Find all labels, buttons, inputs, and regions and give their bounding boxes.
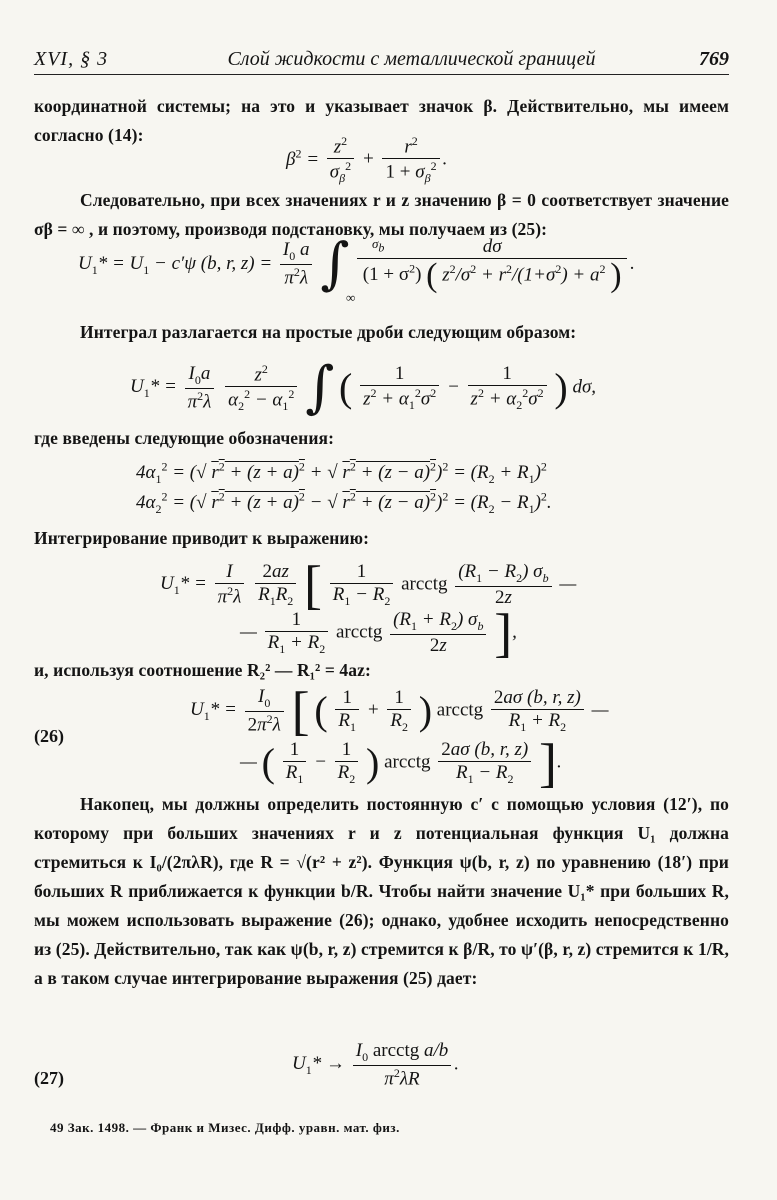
paragraph-1: координатной системы; на это и указывает значок β. Действительно, мы имеем согласно (14): (34, 96, 729, 145)
paragraph-6: и, используя соотношение R₂² — R₁² = 4az: (34, 660, 371, 680)
paragraph-7: Накопец, мы должны определить постоянную c′ с помощью условия (12′), по которому при больших значениях r и z потенциальная функция U₁ должна стремиться к I₀/(2πλR), где R = √(r² + z²). Функция ψ(b, r, z) по уравнению (18′) при больших R приближается к функции b/R. Чтобы найти значение U₁* при больших R, мы можем использовать выражение (26); однако, удобнее исходить непосредственно из (25). Действительно, так как ψ(b, r, z) стремится к β/R, то ψ′(β, r, z) стремится к 1/R, а в таком случае интегрирование выражения (25) дает: (34, 794, 729, 988)
equation-alpha1: $4\alpha_1^2$ = (√ $r^2 + (z + a)^2$ + √ $r^2 + (z - a)^2)^2 = (R_2 + R_1)^2$ (136, 460, 547, 487)
chapter-title: Слой жидкости с металлической границей (227, 48, 596, 70)
equation-integration: $U_1*$ = $\frac{I}{\pi^2\lambda}$ $\frac{2az}{R_1R_2}$ [ $\frac{1}{R_1 - R_2}$ arcctg $\frac{(R_1 - R_2) \sigma_b}{2z}$ — (160, 555, 577, 615)
paragraph-5: Интегрирование приводит к выражению: (34, 528, 370, 548)
equation-partial-fractions: $U_1*$ = $\frac{I_0a}{\pi^2\lambda}$ $\frac{z^2}{\alpha_2^2 - \alpha_1^2}$ ∫ ( $\frac{1}{z^2 + \alpha_1^2\sigma^2}$ − $\frac{1}{z^2 + \alpha_2^2\sigma^2}$ ) dσ, (130, 355, 597, 420)
equation-26: $U_1*$ = $\frac{I_0}{2\pi^2\lambda}$ [ ( $\frac{1}{R_1}$ + $\frac{1}{R_2}$ ) arcctg $\frac{2a\sigma (b, r, z)}{R_1 + R_2}$ — (190, 681, 609, 741)
equation-number-27: (27) (34, 1068, 64, 1088)
paragraph-2: Следовательно, при всех значениях r и z значению β = 0 соответствует значение σβ = ∞ , и поэтому, производя подстановку, мы получаем из (25): (34, 190, 729, 239)
footer-imprint: 49 Зак. 1498. — Франк и Мизес. Дифф. уравн. мат. физ. (50, 1120, 400, 1135)
equation-alpha2: $4\alpha_2^2$ = (√ $r^2 + (z + a)^2$ − √ $r^2 + (z - a)^2)^2 = (R_2 - R_1)^2$. (136, 490, 552, 517)
equation-beta: $\beta^2$ = $\frac{z^2}{\sigma_\beta^2}$ + $\frac{r^2}{1 + \sigma_\beta^2}$ . (286, 134, 448, 186)
running-header (34, 44, 729, 75)
paragraph-3: Интеграл разлагается на простые дроби следующим образом: (80, 322, 577, 342)
equation-27: $U_1*$ → $\frac{I_0 arcctg a/b}{\pi^2\lambda R}$ . (292, 1040, 459, 1090)
page-number: 769 (699, 48, 729, 70)
equation-u1-integral: $U_1* = U_1 - c'\psi$ (b, r, z) = $\frac{I_0 a}{\pi^2\lambda}$ ∫ $\frac{d\sigma}{(1 + \sigma^2) ( z^2/\sigma^2 + r^2/(1+\sigma^2) + a^2 )}$ . (78, 231, 635, 297)
paragraph-4: где введены следующие обозначения: (34, 428, 335, 448)
book-page: XVI, § 3 Слой жидкости с металлической границей 769 координатной системы; на это и указывает значок β. Действительно, мы имеем согласно (14): $\beta^2$ = $\frac{z^2}{\sigma_\beta^2}$ + $\frac{r^2}{1 + \sigma_\beta^2}$ . Следовательно, при всех значениях r и z значению β = 0 соответствует значение σβ = ∞ , и поэтому, производя подстановку, мы получаем из (25): $U_1* = U_1 - c'\psi$ (b, r, z) = $\frac{I_0 a}{\pi^2\lambda}$ ∫ $\frac{d\sigma}{(1 + \sigma^2) ( z^2/\sigma^2 + r^2/(1+\sigma^2) + a^2 )}$ . $\sigma_b$ ∞ Интеграл разлагается на простые дроби следующим образом: $U_1*$ = $\frac{I_0a}{\pi^2\lambda}$ $\frac{z^2}{\alpha_2^2 - \alpha_1^2}$ ∫ ( $\frac{1}{z^2 + \alpha_1^2\sigma^2}$ − $\frac{1}{z^2 + \alpha_2^2\sigma^2}$ ) dσ, где введены следующие обозначения: $4\alpha_1^2$ = (√ $r^2 + (z + a)^2$ + √ $r^2 + (z - a)^2)^2 = (R_2 + R_1)^2$ $4\alpha_2^2$ = (√ $r^2 + (z + a)^2$ − √ $r^2 + (z - a)^2)^2 = (R_2 - R_1)^2$. Интегрирование приводит к выражению: $U_1*$ = $\frac{I}{\pi^2\lambda}$ $\frac{2az}{R_1R_2}$ [ $\frac{1}{R_1 - R_2}$ arcctg $\frac{(R_1 - R_2) \sigma_b}{2z}$ — — $\frac{1}{R_1 + R_2}$ arcctg $\frac{(R_1 + R_2) \sigma_b}{2z}$ ], и, используя соотношение R₂² — R₁² = 4az: (26) $U_1*$ = $\frac{I_0}{2\pi^2\lambda}$ [ ( $\frac{1}{R_1}$ + $\frac{1}{R_2}$ ) arcctg $\frac{2a\sigma (b, r, z)}{R_1 + R_2}$ — — ( $\frac{1}{R_1}$ − $\frac{1}{R_2}$ ) arcctg $\frac{2a\sigma (b, r, z)}{R_1 - R_2}$ ]. Накопец, мы должны определить постоянную c′ с помощью условия (12′), по которому при больших значениях r и z потенциальная функция U₁ должна стремиться к I₀/(2πλR), где R = √(r² + z²). Функция ψ(b, r, z) по уравнению (18′) при больших R приближается к функции b/R. Чтобы найти значение U₁* при больших R, мы можем использовать выражение (26); однако, удобнее исходить непосредственно из (25). Действительно, так как ψ(b, r, z) стремится к β/R, то ψ′(β, r, z) стремится к 1/R, а в таком случае интегрирование выражения (25) дает: (27) $U_1*$ → $\frac{I_0 arcctg a/b}{\pi^2\lambda R}$ . 49 Зак. 1498. — Франк и Мизес. Дифф. уравн. мат. физ. (0, 0, 777, 1200)
equation-number-26: (26) (34, 726, 64, 746)
section-label: XVI, § 3 (34, 48, 109, 70)
